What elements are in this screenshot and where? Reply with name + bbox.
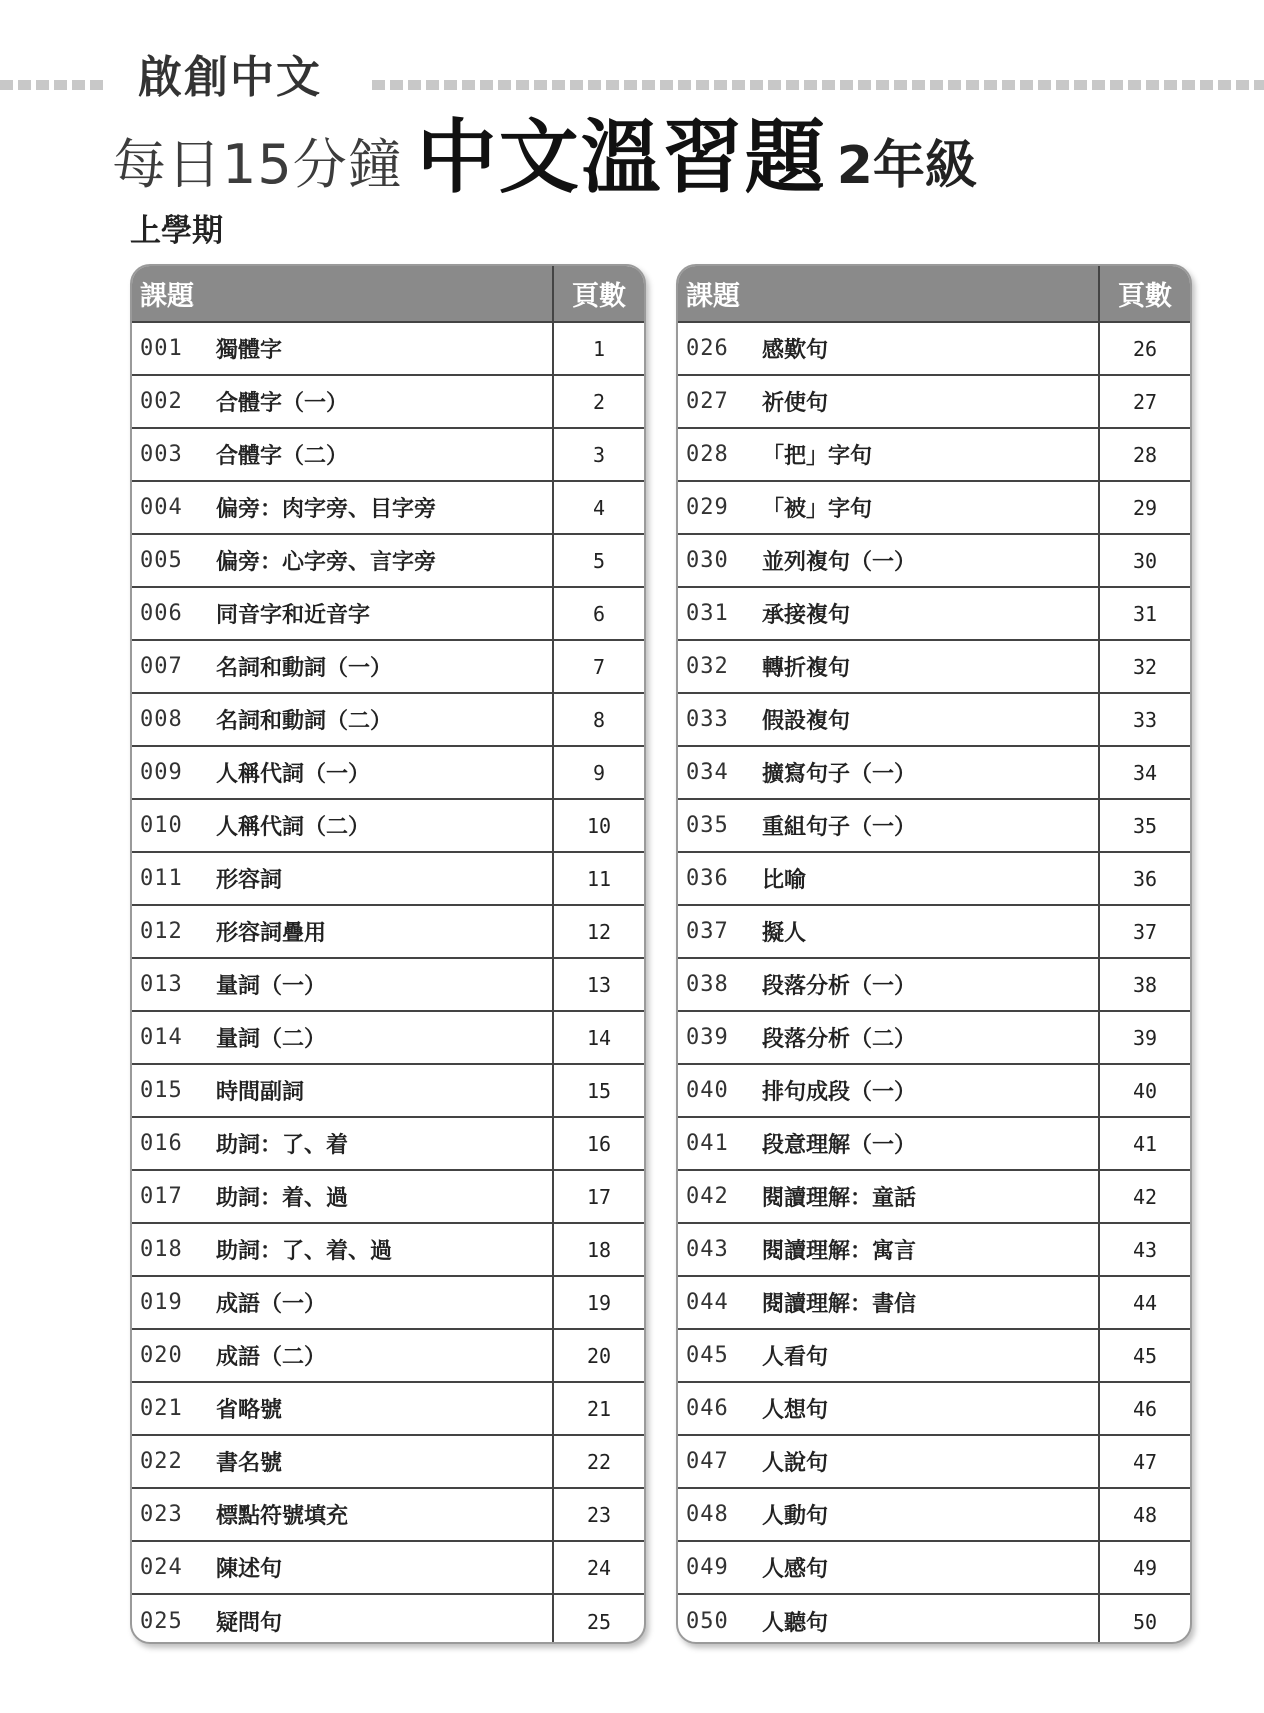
lesson-title: 成語（一） xyxy=(216,1292,327,1317)
table-row[interactable] xyxy=(678,800,1190,853)
lesson-title: 擴寫句子（一） xyxy=(762,762,917,787)
lesson-title: 轉折複句 xyxy=(762,656,851,681)
lesson-title: 助詞：着、過 xyxy=(216,1186,349,1211)
lesson-number: 009 xyxy=(140,760,183,785)
lesson-number: 018 xyxy=(140,1237,183,1262)
page-number: 25 xyxy=(552,1595,644,1644)
table-row[interactable] xyxy=(132,588,644,641)
lesson-title: 時間副詞 xyxy=(216,1080,305,1105)
lesson-number: 006 xyxy=(140,601,183,626)
page-number: 12 xyxy=(552,906,644,957)
table-row[interactable] xyxy=(132,1489,644,1542)
lesson-title: 形容詞疊用 xyxy=(216,921,327,946)
lesson-title: 人想句 xyxy=(762,1398,829,1423)
lesson-number: 020 xyxy=(140,1343,183,1368)
table-row[interactable] xyxy=(132,1118,644,1171)
lesson-title: 形容詞 xyxy=(216,868,283,893)
lesson-title: 段落分析（一） xyxy=(762,974,917,999)
decorative-dash-line-right xyxy=(372,80,1264,90)
table-body xyxy=(678,323,1190,1644)
lesson-number: 004 xyxy=(140,495,183,520)
lesson-title: 省略號 xyxy=(216,1398,283,1423)
table-row[interactable] xyxy=(678,1383,1190,1436)
lesson-title: 閱讀理解：寓言 xyxy=(762,1239,917,1264)
lesson-number: 046 xyxy=(686,1396,729,1421)
lesson-number: 047 xyxy=(686,1449,729,1474)
lesson-title: 名詞和動詞（一） xyxy=(216,656,393,681)
lesson-number: 036 xyxy=(686,866,729,891)
semester-heading: 上學期 xyxy=(130,213,223,249)
lesson-number: 022 xyxy=(140,1449,183,1474)
page-number: 5 xyxy=(552,535,644,586)
page-number: 38 xyxy=(1098,959,1190,1010)
page-number: 28 xyxy=(1098,429,1190,480)
table-row[interactable] xyxy=(132,800,644,853)
lesson-number: 010 xyxy=(140,813,183,838)
table-row[interactable] xyxy=(678,906,1190,959)
lesson-title: 書名號 xyxy=(216,1451,283,1476)
lesson-number: 048 xyxy=(686,1502,729,1527)
contents-table-left xyxy=(130,264,646,1644)
table-row[interactable] xyxy=(678,323,1190,376)
page-number: 9 xyxy=(552,747,644,798)
lesson-title: 助詞：了、着、過 xyxy=(216,1239,393,1264)
lesson-title: 祈使句 xyxy=(762,391,829,416)
brand-name: 啟創中文 xyxy=(138,52,322,103)
table-row[interactable] xyxy=(132,1595,644,1644)
page-number: 23 xyxy=(552,1489,644,1540)
table-row[interactable] xyxy=(132,959,644,1012)
table-header xyxy=(132,266,644,323)
table-row[interactable] xyxy=(678,376,1190,429)
lesson-number: 039 xyxy=(686,1025,729,1050)
lesson-number: 002 xyxy=(140,389,183,414)
page-number: 21 xyxy=(552,1383,644,1434)
lesson-title: 人稱代詞（二） xyxy=(216,815,371,840)
lesson-number: 028 xyxy=(686,442,729,467)
lesson-number: 015 xyxy=(140,1078,183,1103)
lesson-number: 034 xyxy=(686,760,729,785)
lesson-number: 045 xyxy=(686,1343,729,1368)
lesson-number: 041 xyxy=(686,1131,729,1156)
page-number: 13 xyxy=(552,959,644,1010)
lesson-number: 038 xyxy=(686,972,729,997)
lesson-title: 偏旁：心字旁、言字旁 xyxy=(216,550,437,575)
lesson-number: 043 xyxy=(686,1237,729,1262)
lesson-title: 擬人 xyxy=(762,921,807,946)
table-row[interactable] xyxy=(132,1436,644,1489)
lesson-number: 037 xyxy=(686,919,729,944)
table-row[interactable] xyxy=(132,482,644,535)
lesson-title: 標點符號填充 xyxy=(216,1504,349,1529)
page-number: 18 xyxy=(552,1224,644,1275)
page-number: 40 xyxy=(1098,1065,1190,1116)
page-number: 45 xyxy=(1098,1330,1190,1381)
lesson-number: 008 xyxy=(140,707,183,732)
lesson-number: 001 xyxy=(140,336,183,361)
lesson-number: 016 xyxy=(140,1131,183,1156)
lesson-number: 026 xyxy=(686,336,729,361)
lesson-number: 007 xyxy=(140,654,183,679)
table-row[interactable] xyxy=(678,482,1190,535)
lesson-title: 「被」字句 xyxy=(762,497,873,522)
table-row[interactable] xyxy=(678,1171,1190,1224)
page-number: 20 xyxy=(552,1330,644,1381)
lesson-number: 017 xyxy=(140,1184,183,1209)
lesson-title: 承接複句 xyxy=(762,603,851,628)
page-number: 48 xyxy=(1098,1489,1190,1540)
lesson-number: 033 xyxy=(686,707,729,732)
lesson-number: 019 xyxy=(140,1290,183,1315)
page-number: 3 xyxy=(552,429,644,480)
header-page: 頁數 xyxy=(1098,266,1190,321)
lesson-number: 032 xyxy=(686,654,729,679)
page-number: 42 xyxy=(1098,1171,1190,1222)
book-title xyxy=(112,111,977,204)
lesson-number: 027 xyxy=(686,389,729,414)
lesson-title: 並列複句（一） xyxy=(762,550,917,575)
table-row[interactable] xyxy=(678,535,1190,588)
lesson-number: 050 xyxy=(686,1609,729,1634)
lesson-title: 排句成段（一） xyxy=(762,1080,917,1105)
page-number: 44 xyxy=(1098,1277,1190,1328)
table-row[interactable] xyxy=(678,694,1190,747)
page-number: 17 xyxy=(552,1171,644,1222)
lesson-number: 042 xyxy=(686,1184,729,1209)
table-row[interactable] xyxy=(678,1012,1190,1065)
page-number: 36 xyxy=(1098,853,1190,904)
lesson-title: 疑問句 xyxy=(216,1611,283,1636)
table-row[interactable] xyxy=(678,1277,1190,1330)
page-number: 39 xyxy=(1098,1012,1190,1063)
table-row[interactable] xyxy=(132,1542,644,1595)
table-header xyxy=(678,266,1190,323)
lesson-title: 重組句子（一） xyxy=(762,815,917,840)
lesson-title: 量詞（二） xyxy=(216,1027,327,1052)
page-number: 6 xyxy=(552,588,644,639)
lesson-number: 014 xyxy=(140,1025,183,1050)
lesson-title: 同音字和近音字 xyxy=(216,603,371,628)
page-number: 29 xyxy=(1098,482,1190,533)
lesson-number: 024 xyxy=(140,1555,183,1580)
header-topic: 課題 xyxy=(140,281,194,312)
table-row[interactable] xyxy=(678,853,1190,906)
table-row[interactable] xyxy=(132,1012,644,1065)
page-number: 14 xyxy=(552,1012,644,1063)
table-row[interactable] xyxy=(132,906,644,959)
page-number: 27 xyxy=(1098,376,1190,427)
page-number: 15 xyxy=(552,1065,644,1116)
table-row[interactable] xyxy=(132,535,644,588)
lesson-title: 合體字（一） xyxy=(216,391,349,416)
table-row[interactable] xyxy=(132,853,644,906)
lesson-title: 感歎句 xyxy=(762,338,829,363)
lesson-number: 029 xyxy=(686,495,729,520)
decorative-dash-line-left xyxy=(0,80,105,90)
lesson-title: 「把」字句 xyxy=(762,444,873,469)
title-grade: 2年級 xyxy=(836,136,977,196)
table-row[interactable] xyxy=(132,376,644,429)
page-number: 33 xyxy=(1098,694,1190,745)
contents-table-right xyxy=(676,264,1192,1644)
lesson-title: 人動句 xyxy=(762,1504,829,1529)
table-row[interactable] xyxy=(678,1436,1190,1489)
lesson-number: 003 xyxy=(140,442,183,467)
lesson-number: 005 xyxy=(140,548,183,573)
table-row[interactable] xyxy=(132,747,644,800)
table-row[interactable] xyxy=(678,641,1190,694)
page-number: 37 xyxy=(1098,906,1190,957)
lesson-number: 012 xyxy=(140,919,183,944)
table-row[interactable] xyxy=(678,1065,1190,1118)
lesson-number: 031 xyxy=(686,601,729,626)
table-row[interactable] xyxy=(132,694,644,747)
lesson-number: 040 xyxy=(686,1078,729,1103)
page-number: 8 xyxy=(552,694,644,745)
table-row[interactable] xyxy=(132,1065,644,1118)
table-row[interactable] xyxy=(132,641,644,694)
table-row[interactable] xyxy=(678,1118,1190,1171)
page-number: 46 xyxy=(1098,1383,1190,1434)
lesson-number: 023 xyxy=(140,1502,183,1527)
page-number: 26 xyxy=(1098,323,1190,374)
table-row[interactable] xyxy=(678,1595,1190,1644)
table-row[interactable] xyxy=(678,1330,1190,1383)
page-number: 49 xyxy=(1098,1542,1190,1593)
lesson-number: 013 xyxy=(140,972,183,997)
page-number: 19 xyxy=(552,1277,644,1328)
page-number: 7 xyxy=(552,641,644,692)
lesson-title: 助詞：了、着 xyxy=(216,1133,349,1158)
table-row[interactable] xyxy=(678,959,1190,1012)
lesson-title: 獨體字 xyxy=(216,338,283,363)
lesson-title: 合體字（二） xyxy=(216,444,349,469)
table-row[interactable] xyxy=(678,1224,1190,1277)
page-number: 22 xyxy=(552,1436,644,1487)
lesson-title: 人說句 xyxy=(762,1451,829,1476)
page-number: 50 xyxy=(1098,1595,1190,1644)
lesson-title: 閱讀理解：書信 xyxy=(762,1292,917,1317)
page-number: 30 xyxy=(1098,535,1190,586)
lesson-title: 閱讀理解：童話 xyxy=(762,1186,917,1211)
table-row[interactable] xyxy=(678,1542,1190,1595)
lesson-number: 049 xyxy=(686,1555,729,1580)
page-number: 34 xyxy=(1098,747,1190,798)
title-main: 中文溫習題 xyxy=(416,111,827,204)
table-row[interactable] xyxy=(678,588,1190,641)
header-page: 頁數 xyxy=(552,266,644,321)
lesson-title: 假設複句 xyxy=(762,709,851,734)
page-number: 24 xyxy=(552,1542,644,1593)
table-row[interactable] xyxy=(132,1171,644,1224)
header-topic: 課題 xyxy=(686,281,740,312)
lesson-number: 025 xyxy=(140,1609,183,1634)
table-row[interactable] xyxy=(678,1489,1190,1542)
page-number: 31 xyxy=(1098,588,1190,639)
page-number: 10 xyxy=(552,800,644,851)
table-row[interactable] xyxy=(132,429,644,482)
page-number: 2 xyxy=(552,376,644,427)
lesson-title: 偏旁：肉字旁、目字旁 xyxy=(216,497,437,522)
lesson-number: 021 xyxy=(140,1396,183,1421)
lesson-number: 011 xyxy=(140,866,183,891)
page-number: 43 xyxy=(1098,1224,1190,1275)
lesson-title: 人稱代詞（一） xyxy=(216,762,371,787)
table-row[interactable] xyxy=(132,323,644,376)
page-number: 35 xyxy=(1098,800,1190,851)
table-row[interactable] xyxy=(132,1383,644,1436)
page-number: 16 xyxy=(552,1118,644,1169)
table-row[interactable] xyxy=(678,429,1190,482)
lesson-title: 人感句 xyxy=(762,1557,829,1582)
lesson-title: 段意理解（一） xyxy=(762,1133,917,1158)
page-number: 1 xyxy=(552,323,644,374)
title-prefix: 每日15分鐘 xyxy=(112,133,403,196)
table-body xyxy=(132,323,644,1644)
lesson-title: 名詞和動詞（二） xyxy=(216,709,393,734)
page-number: 47 xyxy=(1098,1436,1190,1487)
lesson-title: 人看句 xyxy=(762,1345,829,1370)
lesson-title: 量詞（一） xyxy=(216,974,327,999)
lesson-title: 段落分析（二） xyxy=(762,1027,917,1052)
lesson-number: 035 xyxy=(686,813,729,838)
page-number: 32 xyxy=(1098,641,1190,692)
lesson-number: 030 xyxy=(686,548,729,573)
lesson-title: 陳述句 xyxy=(216,1557,283,1582)
table-row[interactable] xyxy=(132,1224,644,1277)
page-number: 41 xyxy=(1098,1118,1190,1169)
table-row[interactable] xyxy=(678,747,1190,800)
lesson-title: 人聽句 xyxy=(762,1611,829,1636)
table-row[interactable] xyxy=(132,1330,644,1383)
lesson-title: 成語（二） xyxy=(216,1345,327,1370)
lesson-number: 044 xyxy=(686,1290,729,1315)
page-number: 4 xyxy=(552,482,644,533)
table-row[interactable] xyxy=(132,1277,644,1330)
lesson-title: 比喻 xyxy=(762,868,807,893)
page-number: 11 xyxy=(552,853,644,904)
